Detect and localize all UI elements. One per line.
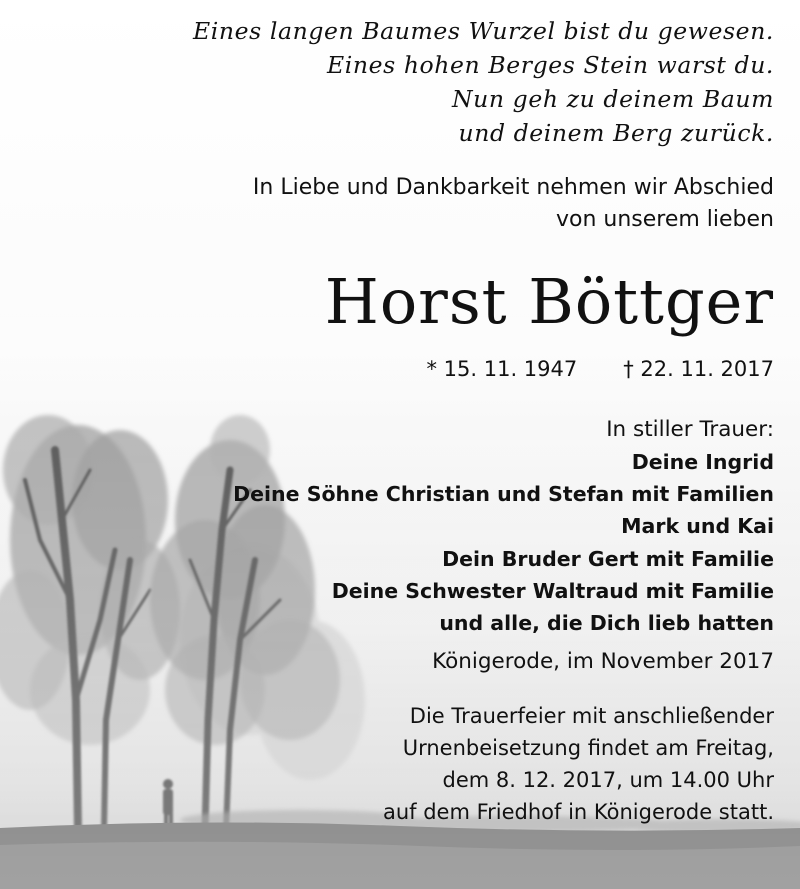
mourner: und alle, die Dich lieb hatten [439, 611, 774, 636]
poem-line: und deinem Berg zurück. [458, 119, 774, 147]
death-date: † 22. 11. 2017 [623, 357, 774, 381]
intro-line: von unserem lieben [555, 207, 774, 232]
mourner: Deine Schwester Waltraud mit Familie [331, 578, 774, 603]
service-line: auf dem Friedhof in Königerode statt. [382, 800, 774, 824]
mourning-label: In stiller Trauer: [606, 417, 774, 442]
life-dates [426, 354, 774, 384]
place-and-date: Königerode, im November 2017 [432, 649, 774, 674]
mourners-list [233, 446, 774, 639]
mourner: Mark und Kai [621, 514, 774, 539]
funeral-service-info [383, 700, 774, 828]
poem-line: Eines langen Baumes Wurzel bist du gewesen. [193, 17, 774, 45]
poem-line: Eines hohen Berges Stein warst du. [326, 51, 774, 79]
service-line: dem 8. 12. 2017, um 14.00 Uhr [442, 768, 774, 792]
poem [193, 14, 774, 150]
service-line: Urnenbeisetzung findet am Freitag, [402, 736, 774, 760]
mourner: Dein Bruder Gert mit Familie [442, 546, 774, 571]
intro-line: In Liebe und Dankbarkeit nehmen wir Abschied [252, 175, 774, 200]
birth-date: * 15. 11. 1947 [426, 357, 578, 381]
mourner: Deine Söhne Christian und Stefan mit Familien [233, 482, 774, 507]
poem-line: Nun geh zu deinem Baum [451, 85, 774, 113]
service-line: Die Trauerfeier mit anschließender [409, 704, 774, 728]
mourner: Deine Ingrid [631, 450, 774, 474]
farewell-intro [253, 172, 774, 236]
deceased-name: Horst Böttger [324, 265, 774, 338]
